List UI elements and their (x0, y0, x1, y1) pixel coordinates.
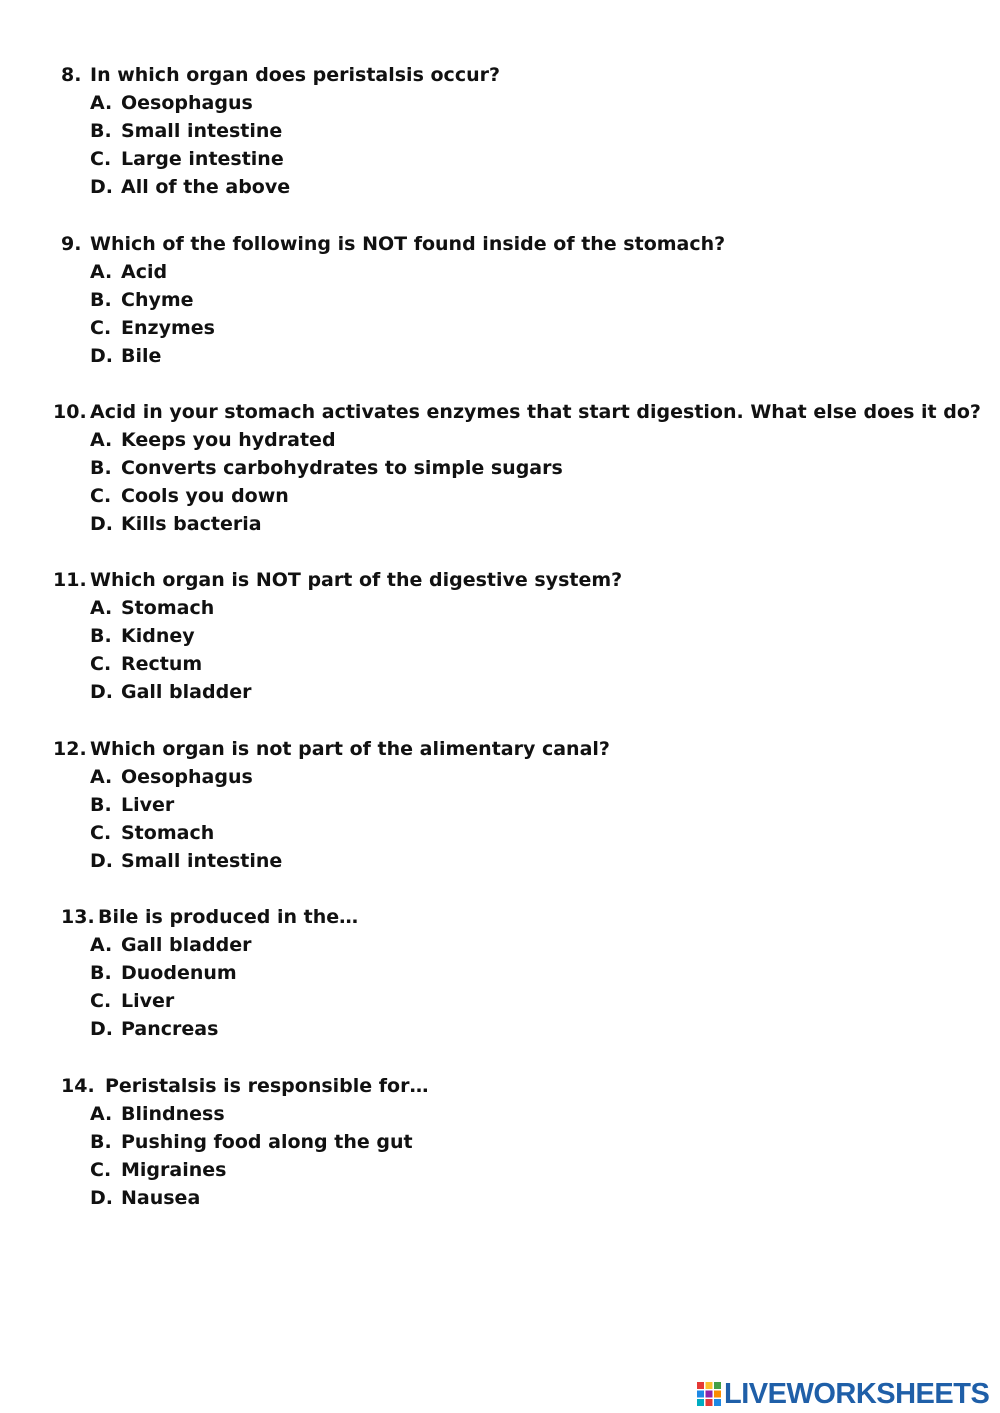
option-letter: A. (90, 261, 113, 283)
option-c (90, 819, 214, 847)
option-a (90, 763, 253, 791)
option-text: Kills bacteria (121, 513, 262, 535)
question-text: In which organ does peristalsis occur? (90, 64, 500, 86)
option-b (90, 622, 195, 650)
option-a (90, 931, 251, 959)
option-text: Liver (121, 794, 175, 816)
option-text: Chyme (121, 289, 194, 311)
option-text: Converts carbohydrates to simple sugars (121, 457, 563, 479)
option-letter: C. (90, 317, 112, 339)
option-text: Stomach (121, 822, 215, 844)
option-text: Gall bladder (121, 934, 252, 956)
option-letter: D. (90, 345, 113, 367)
option-c (90, 145, 284, 173)
option-text: Oesophagus (121, 92, 253, 114)
option-text: Small intestine (121, 850, 283, 872)
option-text: All of the above (121, 176, 291, 198)
option-text: Acid (121, 261, 168, 283)
option-c (90, 987, 174, 1015)
option-letter: B. (90, 1131, 112, 1153)
option-letter: C. (90, 990, 112, 1012)
option-letter: A. (90, 1103, 113, 1125)
option-text: Nausea (121, 1187, 201, 1209)
option-c (90, 1156, 226, 1184)
option-b (90, 454, 563, 482)
question-text: Which organ is NOT part of the digestive system? (90, 569, 623, 591)
option-text: Rectum (121, 653, 203, 675)
option-a (90, 594, 214, 622)
question-text: Which organ is not part of the alimentary canal? (90, 738, 610, 760)
question-text: Bile is produced in the… (98, 906, 359, 928)
option-letter: C. (90, 148, 112, 170)
option-letter: C. (90, 653, 112, 675)
option-letter: B. (90, 289, 112, 311)
option-letter: A. (90, 92, 113, 114)
option-letter: B. (90, 625, 112, 647)
option-text: Pushing food along the gut (121, 1131, 413, 1153)
option-d (90, 173, 290, 201)
option-a (90, 89, 253, 117)
option-a (90, 258, 167, 286)
option-letter: C. (90, 1159, 112, 1181)
option-text: Cools you down (121, 485, 289, 507)
option-text: Pancreas (121, 1018, 219, 1040)
question-text: Acid in your stomach activates enzymes that start digestion. What else does it do? (90, 401, 981, 423)
option-letter: D. (90, 176, 113, 198)
option-b (90, 286, 194, 314)
option-text: Enzymes (121, 317, 215, 339)
option-d (90, 510, 262, 538)
liveworksheets-logo-icon (697, 1382, 721, 1406)
option-letter: C. (90, 822, 112, 844)
option-text: Small intestine (121, 120, 283, 142)
option-letter: A. (90, 597, 113, 619)
option-text: Duodenum (121, 962, 237, 984)
option-text: Kidney (121, 625, 195, 647)
option-d (90, 847, 282, 875)
option-d (90, 1184, 200, 1212)
option-letter: A. (90, 429, 113, 451)
liveworksheets-logo (697, 1377, 989, 1411)
option-b (90, 1128, 413, 1156)
question-number: 13. (61, 906, 95, 928)
option-text: Gall bladder (121, 681, 252, 703)
option-text: Liver (121, 990, 175, 1012)
option-b (90, 791, 174, 819)
option-text: Stomach (121, 597, 215, 619)
option-text: Blindness (121, 1103, 225, 1125)
option-text: Large intestine (121, 148, 284, 170)
question-number: 12. (53, 738, 87, 760)
option-c (90, 650, 202, 678)
option-text: Migraines (121, 1159, 227, 1181)
question-number: 14. (61, 1075, 95, 1097)
option-letter: B. (90, 794, 112, 816)
option-c (90, 314, 215, 342)
option-text: Bile (121, 345, 162, 367)
question-number: 9. (61, 233, 82, 255)
question-text: Which of the following is NOT found inside of the stomach? (90, 233, 726, 255)
option-letter: B. (90, 962, 112, 984)
option-b (90, 959, 237, 987)
option-letter: A. (90, 766, 113, 788)
option-c (90, 482, 289, 510)
option-b (90, 117, 282, 145)
option-d (90, 1015, 218, 1043)
option-d (90, 678, 251, 706)
option-letter: D. (90, 513, 113, 535)
option-a (90, 1100, 225, 1128)
question-text: Peristalsis is responsible for… (105, 1075, 429, 1097)
option-letter: D. (90, 681, 113, 703)
option-letter: B. (90, 120, 112, 142)
option-letter: D. (90, 1018, 113, 1040)
question-number: 10. (53, 401, 87, 423)
question-number: 11. (53, 569, 87, 591)
option-d (90, 342, 161, 370)
option-text: Oesophagus (121, 766, 253, 788)
logo-text: LIVEWORKSHEETS (724, 1378, 990, 1410)
option-letter: B. (90, 457, 112, 479)
question-number: 8. (61, 64, 82, 86)
option-letter: D. (90, 850, 113, 872)
option-letter: C. (90, 485, 112, 507)
option-letter: D. (90, 1187, 113, 1209)
option-a (90, 426, 336, 454)
option-letter: A. (90, 934, 113, 956)
option-text: Keeps you hydrated (121, 429, 336, 451)
